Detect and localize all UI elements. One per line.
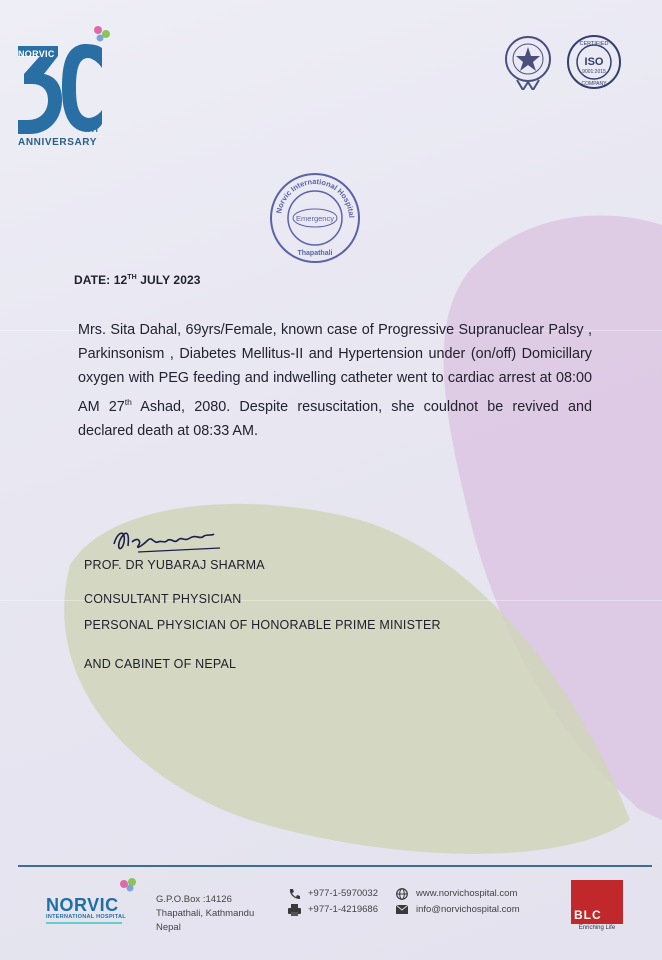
footer-brand-logo [46,895,126,924]
footer-phone: +977-1-5970032 [308,888,378,899]
footer-brand-name: NORVIC [46,895,119,915]
stamp-bottom-text: Thapathali [297,250,333,257]
emergency-stamp [269,172,361,264]
doctor-role-line-1: PERSONAL PHYSICIAN OF HONORABLE PRIME MINISTER [84,618,441,632]
logo-th-text: TH [86,124,98,134]
blc-tagline: Enriching Life [578,925,616,931]
footer-address: G.P.O.Box :14126 Thapathali, Kathmandu Nepal [156,894,255,933]
stamp-ring-text: Norvic International Hospital [274,176,357,219]
blc-logo-text: BLC [574,908,602,922]
handwritten-signature [108,522,228,558]
fax-icon [288,904,301,916]
logo-anniversary-text: ANNIVERSARY [18,137,98,148]
footer-email: info@norvichospital.com [416,904,520,915]
footer-fax: +977-1-4219686 [308,904,378,915]
svg-text:Norvic International Hospital [274,177,356,218]
footer-brand-sub: INTERNATIONAL HOSPITAL [46,914,126,920]
footer-logo-flower-icon [118,876,140,892]
doctor-name: PROF. DR YUBARAJ SHARMA [84,558,265,572]
doctor-role-line-2: AND CABINET OF NEPAL [84,657,237,671]
blc-logo-box [571,880,623,924]
anniversary-30-logo [14,20,124,152]
iso-label: ISO [584,56,604,68]
iso-top-text: CERTIFIED [579,41,609,47]
iso-bottom-text: COMPANY [581,81,607,87]
blc-partner-logo [571,880,623,931]
email-icon [396,905,408,915]
iso-standard: 9001:2015 [582,69,606,75]
letter-body: Mrs. Sita Dahal, 69yrs/Female, known case of Progressive Supranuclear Palsy , Parkinsonism , Diabetes Mellitus-II and Hypertension under (on/off) Domicillary oxygen with PEG feeding and indwelling catheter went to cardiac arrest at 08:00 AM 27th Ashad, 2080. Despite resuscitation, she couldnot be revived and declared death at 08:33 AM. [78,322,592,439]
letter-date: DATE: 12TH JULY 2023 [74,273,201,287]
doctor-title: CONSULTANT PHYSICIAN [84,592,242,606]
footer-divider [18,865,652,867]
globe-icon [396,888,408,900]
logo-brand-text: NORVIC [18,49,55,59]
government-seal-icon [503,34,553,90]
footer-website: www.norvichospital.com [416,888,518,899]
phone-icon [288,888,300,900]
stamp-center-text: Emergency [296,214,334,223]
iso-certified-seal [566,34,622,90]
footer-brand-bar [46,922,122,924]
